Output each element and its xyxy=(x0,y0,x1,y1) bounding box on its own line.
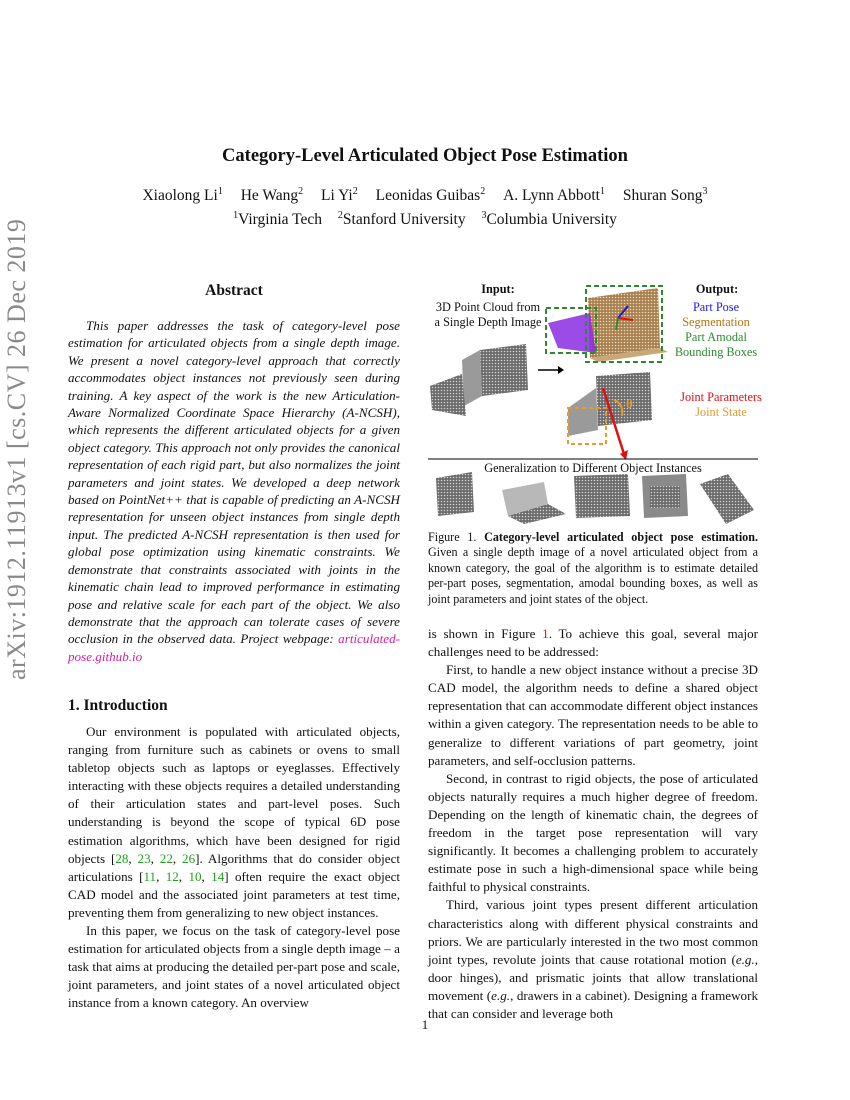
citation-link[interactable]: 28 xyxy=(115,850,129,866)
legend-amodal-2: Bounding Boxes xyxy=(674,345,758,359)
author: Xiaolong Li$^1$ xyxy=(142,185,223,204)
theta-label: θ xyxy=(626,396,633,411)
generalization-row xyxy=(436,472,754,524)
citation-link[interactable]: 26 xyxy=(182,850,196,866)
citation-link[interactable]: 22 xyxy=(159,850,173,866)
author: Li Yi$^2$ xyxy=(321,185,358,204)
citation-link[interactable]: 10 xyxy=(188,868,202,884)
citation-link[interactable]: 14 xyxy=(211,868,225,884)
section-heading-introduction: 1. Introduction xyxy=(68,697,168,714)
legend-joint-params: Joint Parameters xyxy=(680,390,762,404)
figure-caption: Figure 1. Category-level articulated object pose estimation. Given a single depth image of a novel articulated object from a known category, the goal of the algorithm is to estimate detailed per-part poses, segmentation, amodal bounding boxes, as well as joint parameters and joint states of the object. xyxy=(428,530,758,606)
citation-link[interactable]: 12 xyxy=(165,868,179,884)
affiliation: $^3$Columbia University xyxy=(481,209,617,228)
abstract-body: This paper addresses the task of category-level pose estimation for articulated objects from a single depth image. We present a novel category-level approach that correctly accommodates object instances not previously seen during training. A key aspect of the work is the new Articulation-Aware Normalized Coordinate Space Hierarchy (A-NCSH), which represents the different articulated objects for a given object category. This approach not only provides the canonical representation of each rigid part, but also normalizes the joint parameters and joint states. We developed a deep network based on PointNet++ that is capable of predicting an A-NCSH representation for unseen object instances from single depth input. The predicted A-NCSH representation is then used for global pose optimization using kinematic constraints. We demonstrate that constraints associated with joints in the kinematic chain lead to improved performance in estimating pose and relative scale for each part of the object. We also demonstrate that the approach can tolerate cases of severe occlusion in the observed data. Project webpage: articulated-pose.github.io xyxy=(68,318,400,664)
arxiv-sidebar: arXiv:1912.11913v1 [cs.CV] 26 Dec 2019 xyxy=(2,218,31,680)
input-pointcloud xyxy=(430,344,528,416)
citation-link[interactable]: 11 xyxy=(143,868,157,884)
page-number: 1 xyxy=(421,1017,429,1032)
output-segmentation xyxy=(546,286,668,362)
introduction-body: Our environment is populated with articulated objects, ranging from furniture such as cabinets or ovens to small tabletop objects such as laptops or eyeglasses. Effectively interacting with these objects requires a detailed understanding of their articulation states and part-level poses. Such understanding is beyond the scope of typical 6D pose estimation algorithms, which have been designed for rigid objects [28, 23, 22, 26]. Algorithms that do consider object articulations [11, 12, 10, 14] often require the exact object CAD model and the associated joint parameters at test time, preventing them from generalizing to new object instances. In this paper, we focus on the task of category-level pose estimation for articulated objects from a single depth image – a task that aims at producing the detailed per-part pose and scale, joint parameters, and joint states of a novel articulated object instance from a known category. An overview xyxy=(68,724,401,1011)
figure-input-label: Input: xyxy=(481,282,515,296)
author-list xyxy=(0,187,850,205)
author: He Wang$^2$ xyxy=(240,185,304,204)
arrow-icon xyxy=(538,366,564,374)
legend-segmentation: Segmentation xyxy=(682,315,750,329)
legend-amodal: Part Amodal xyxy=(685,330,747,344)
author: Leonidas Guibas$^2$ xyxy=(375,185,486,204)
right-column-body: is shown in Figure 1. To achieve this goal, several major challenges need to be addressed: First, to handle a new object instance without a precise 3D CAD model, the algorithm needs to define a shared object representation that can accommodate different object instances within a given category. The representation needs to be able to generalize to different variations of part geometry, joint parameters, and self-occlusion patterns. Second, in contrast to rigid objects, the pose of articulated objects naturally requires a much higher degree of freedom. Depending on the length of kinematic chain, the degrees of freedom in the target pose representation will vary significantly. It becomes a challenging problem to accurately estimate pose in such a high-dimensional space while being faithful to physical constraints. Third, various joint types present different articulation characteristics along with different physical constraints and priors. We are particularly interested in the two most common joint types, revolute joints that cause rotational motion (e.g., door hinges), and prismatic joints that allow translational movement (e.g., drawers in a cabinet). Designing a framework that can consider and leverage both xyxy=(428,626,759,1021)
output-joint xyxy=(568,372,652,460)
figure-ref-link[interactable]: 1 xyxy=(542,626,549,641)
project-link[interactable]: articulated-pose.github.io xyxy=(68,631,400,664)
figure-input-desc: 3D Point Cloud from a Single Depth Image xyxy=(434,300,542,329)
author: A. Lynn Abbott$^1$ xyxy=(503,185,605,204)
generalization-label: Generalization to Different Object Instances xyxy=(484,461,702,475)
paper-title: Category-Level Articulated Object Pose Estimation xyxy=(222,146,628,166)
figure-output-label: Output: xyxy=(695,282,739,296)
affiliation-list xyxy=(0,211,850,229)
abstract-heading: Abstract xyxy=(205,282,263,299)
affiliation: $^2$Stanford University xyxy=(337,209,466,228)
affiliation: $^1$Virginia Tech xyxy=(233,209,323,228)
legend-joint-state: Joint State xyxy=(695,405,747,419)
legend-part-pose: Part Pose xyxy=(692,300,740,314)
figure-graphics xyxy=(428,278,758,528)
citation-link[interactable]: 23 xyxy=(137,850,151,866)
author: Shuran Song$^3$ xyxy=(622,185,708,204)
